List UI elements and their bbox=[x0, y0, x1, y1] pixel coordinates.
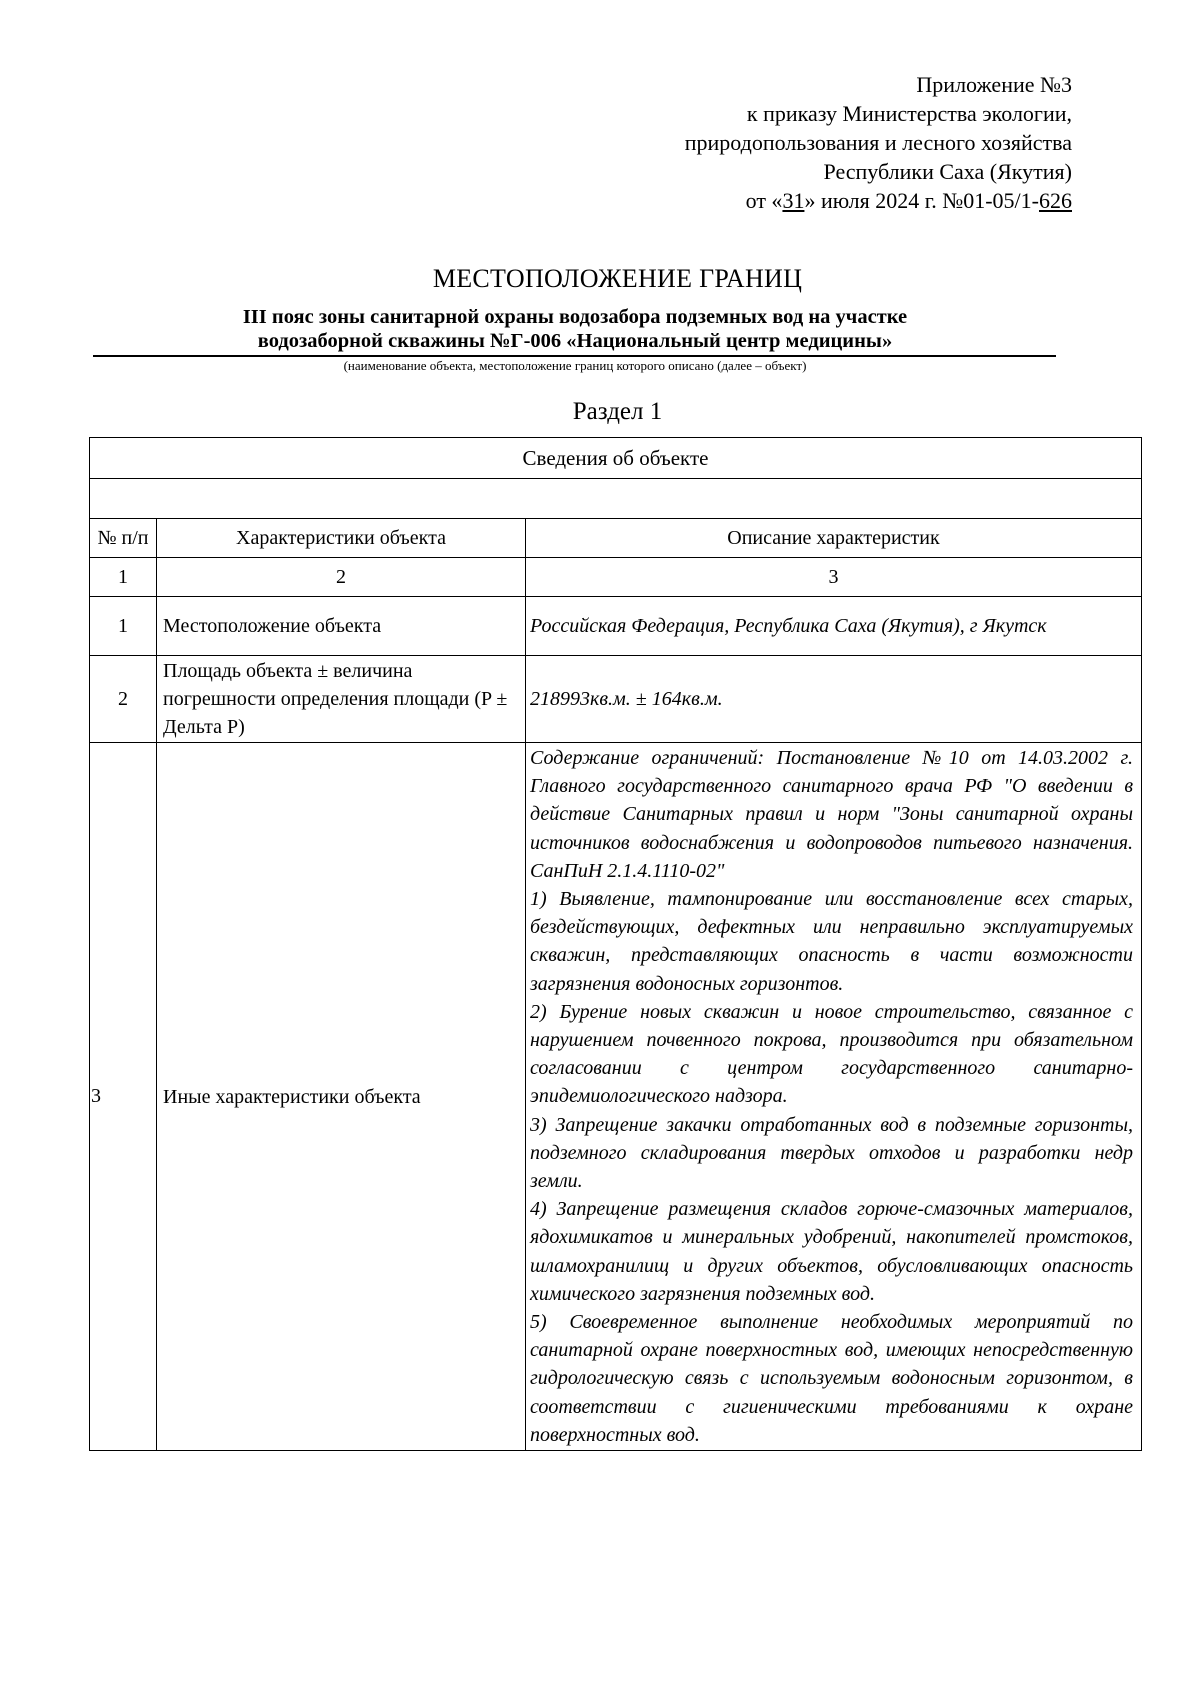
column-number-3: 3 bbox=[526, 558, 1142, 597]
row-description bbox=[526, 743, 1142, 1451]
row-description: Российская Федерация, Республика Саха (Якутия), г Якутск bbox=[526, 597, 1142, 656]
object-info-table bbox=[89, 437, 1142, 1451]
column-number-1: 1 bbox=[90, 558, 157, 597]
object-name bbox=[94, 305, 1056, 353]
order-middle: » июля 2024 г. №01-05/1- bbox=[804, 188, 1039, 213]
restriction-paragraph: 2) Бурение новых скважин и новое строительство, связанное с нарушением почвенного покрова, производится при обязательном согласовании с центром государственного санитарно-эпидемиологического надзора. bbox=[530, 1000, 1133, 1108]
order-number: 626 bbox=[1039, 188, 1072, 213]
appendix-line-4: Республики Саха (Якутия) bbox=[823, 159, 1072, 184]
column-header-description: Описание характеристик bbox=[526, 519, 1142, 558]
object-name-line-2: водозаборной скважины №Г-006 «Национальный центр медицины» bbox=[257, 330, 893, 352]
section-title: Раздел 1 bbox=[572, 398, 663, 425]
appendix-line-1: Приложение №3 bbox=[916, 72, 1072, 97]
appendix-line-2: к приказу Министерства экологии, bbox=[746, 101, 1072, 126]
restriction-paragraph: Содержание ограничений: Постановление №10 от 14.03.2002 г. Главного государственного санитарного врача РФ "О введении в действие Санитарных правил и норм "Зоны санитарной охраны источников водоснабжения и водопроводов питьевого назначения. СанПиН 2.1.4.1110-02" bbox=[530, 747, 1133, 882]
column-header-number: № п/п bbox=[90, 519, 157, 558]
table-row bbox=[90, 743, 1142, 1451]
document-title: МЕСТОПОЛОЖЕНИЕ ГРАНИЦ bbox=[432, 264, 803, 293]
table-header: Сведения об объекте bbox=[90, 438, 1142, 479]
object-name-underline bbox=[93, 355, 1056, 357]
table-blank-row bbox=[90, 479, 1142, 519]
table-row bbox=[90, 597, 1142, 656]
appendix-order-line bbox=[685, 186, 1072, 215]
appendix-block bbox=[685, 70, 1072, 215]
restriction-paragraph: 1) Выявление, тампонирование или восстановление всех старых, бездействующих, дефектных или неправильно эксплуатируемых скважин, представляющих опасность в части возможности загрязнения водоносных горизонтов. bbox=[530, 888, 1133, 995]
object-name-line-1: III пояс зоны санитарной охраны водозабора подземных вод на участке bbox=[242, 306, 908, 328]
restriction-paragraph: 5) Своевременное выполнение необходимых мероприятий по санитарной охране поверхностных вод, имеющих непосредственную гидрологическую связь с используемым водоносным горизонтом, в соответствии с гигиеническими требованиями к охране поверхностных вод. bbox=[530, 1311, 1133, 1446]
column-number-2: 2 bbox=[157, 558, 526, 597]
row-number: 2 bbox=[90, 656, 157, 743]
object-name-caption: (наименование объекта, местоположение границ которого описано (далее – объект) bbox=[343, 358, 807, 373]
row-characteristic: Площадь объекта ± величина погрешности определения площади (P ± Дельта P) bbox=[157, 656, 526, 743]
row-description: 218993кв.м. ± 164кв.м. bbox=[526, 656, 1142, 743]
row-number: 1 bbox=[90, 597, 157, 656]
table-row bbox=[90, 656, 1142, 743]
column-number-row bbox=[90, 558, 1142, 597]
row-number: 3 bbox=[90, 743, 157, 1451]
restriction-paragraph: 4) Запрещение размещения складов горюче-смазочных материалов, ядохимикатов и минеральных удобрений, накопителей промстоков, шламохранилищ и других объектов, обусловливающих опасность химического загрязнения подземных вод. bbox=[530, 1198, 1133, 1305]
row-characteristic: Местоположение объекта bbox=[157, 597, 526, 656]
restriction-paragraph: 3) Запрещение закачки отработанных вод в подземные горизонты, подземного складирования твердых отходов и разработки недр земли. bbox=[530, 1113, 1133, 1193]
order-prefix: от « bbox=[745, 188, 783, 213]
appendix-line-3: природопользования и лесного хозяйства bbox=[684, 130, 1072, 155]
row-characteristic: Иные характеристики объекта bbox=[157, 743, 526, 1451]
column-header-characteristic: Характеристики объекта bbox=[157, 519, 526, 558]
order-day: 31 bbox=[782, 188, 805, 213]
